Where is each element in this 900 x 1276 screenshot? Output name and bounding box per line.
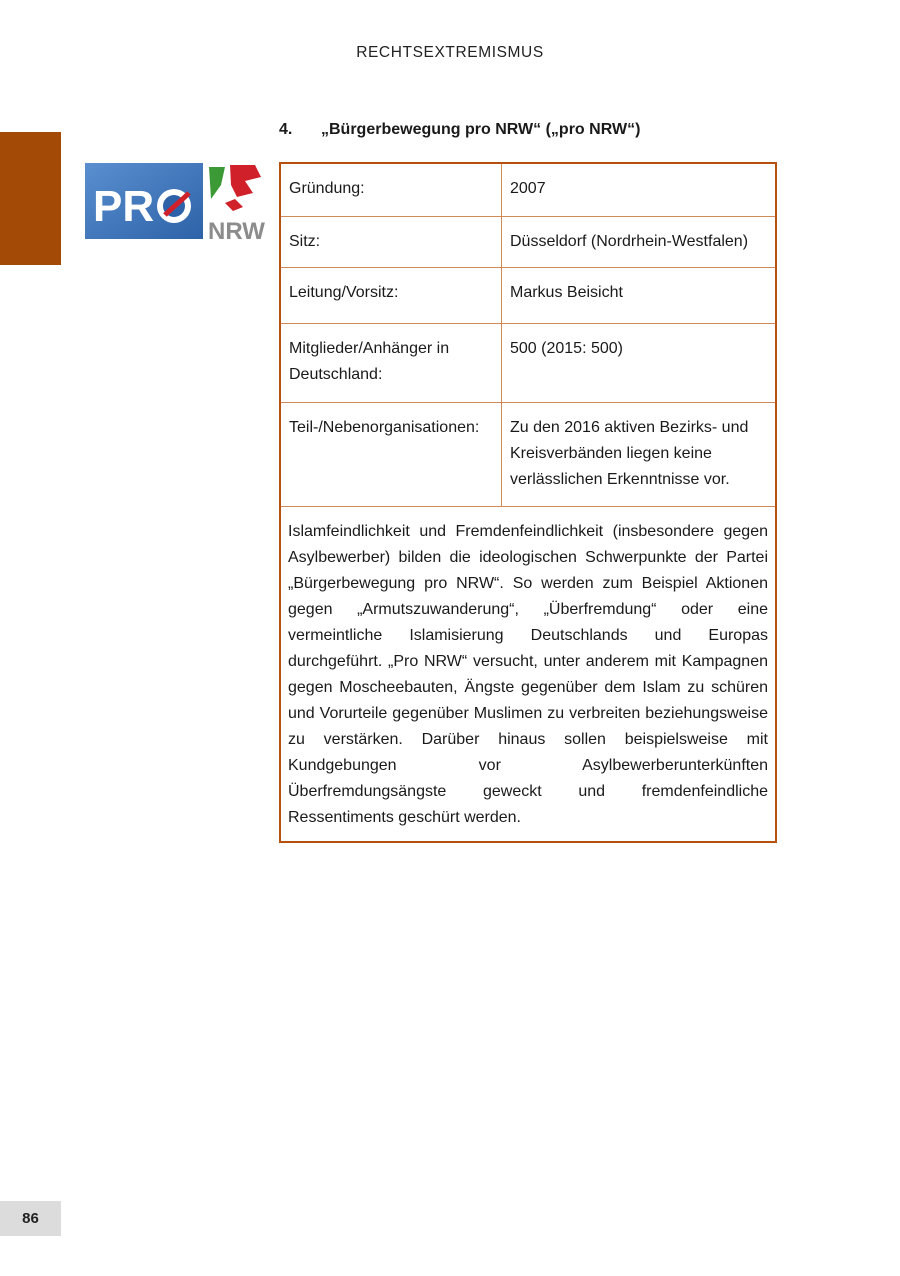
row-label: Mitglieder/Anhänger in Deutschland: <box>281 324 502 402</box>
row-value: Düsseldorf (Nordrhein-Westfalen) <box>510 233 749 250</box>
chapter-tab <box>0 132 61 265</box>
row-value: Markus Beisicht <box>510 284 623 301</box>
pro-nrw-logo <box>85 163 265 241</box>
table-row <box>281 268 775 324</box>
row-label: Leitung/Vorsitz: <box>281 268 502 323</box>
svg-text:NRW: NRW <box>208 218 265 241</box>
description-text: Islamfeindlichkeit und Fremdenfeindlichkeit (insbesondere gegen Asylbewerber) bilden die ideologischen Schwerpunkte der Partei „Bürgerbewegung pro NRW“. So werden zum Beispiel Aktionen gegen „Armutszuwanderung“, „Überfremdung“ oder eine vermeintliche Islamisierung Deutschlands und Europas durchgeführt. „Pro NRW“ versucht, unter anderem mit Kampagnen gegen Moscheebauten, Ängste gegenüber dem Islam zu schüren und Vorurteile gegenüber Muslimen zu verbreiten beziehungsweise zu verstärken. Darüber hinaus sollen beispielsweise mit Kundgebungen vor Asylbewerberunterkünften Überfremdungsängste geweckt und fremdenfeindliche Ressentiments geschürt werden. <box>288 523 768 826</box>
table-row <box>281 403 775 507</box>
info-table <box>279 162 777 843</box>
running-header: RECHTSEXTREMISMUS <box>356 44 544 61</box>
table-row <box>281 164 775 217</box>
page-number: 86 <box>0 1201 61 1236</box>
row-label: Teil-/Nebenorganisationen: <box>281 403 502 506</box>
row-label: Gründung: <box>281 164 502 216</box>
table-row <box>281 324 775 403</box>
svg-text:PR: PR <box>93 182 155 231</box>
row-value: 2007 <box>510 180 546 197</box>
section-heading <box>279 121 640 139</box>
row-label: Sitz: <box>281 217 502 267</box>
row-value: 500 (2015: 500) <box>510 340 623 357</box>
row-value: Zu den 2016 aktiven Bezirks- und Kreisverbänden liegen keine verlässlichen Erkenntnisse vor. <box>510 419 749 488</box>
section-title: „Bürgerbewegung pro NRW“ („pro NRW“) <box>321 121 641 138</box>
section-number: 4. <box>279 121 293 138</box>
table-row <box>281 217 775 268</box>
